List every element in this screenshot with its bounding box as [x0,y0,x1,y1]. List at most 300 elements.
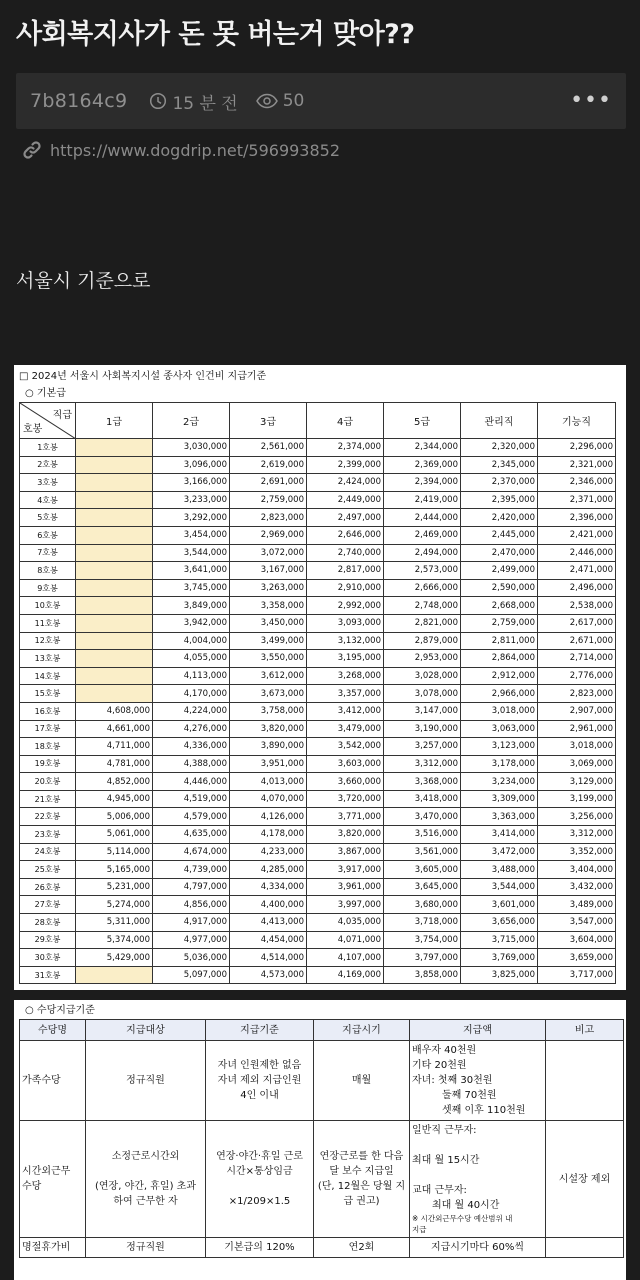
allowance-timing: 매월 [314,1041,410,1121]
salary-value-cell: 3,358,000 [230,597,307,615]
salary-value-cell: 3,542,000 [307,738,384,756]
salary-value-cell: 5,274,000 [76,896,153,914]
salary-value-cell: 4,233,000 [230,843,307,861]
salary-row [20,861,616,879]
salary-value-cell: 3,234,000 [461,773,538,791]
post-meta-bar [16,73,626,129]
salary-value-cell: 3,645,000 [384,878,461,896]
salary-step-cell: 27호봉 [20,896,76,914]
salary-value-cell [76,650,153,668]
salary-row [20,755,616,773]
salary-value-cell: 4,674,000 [153,843,230,861]
salary-value-cell: 3,190,000 [384,720,461,738]
salary-value-cell: 4,013,000 [230,773,307,791]
allowance-table-image [14,1000,626,1280]
salary-value-cell: 3,028,000 [384,667,461,685]
salary-value-cell: 3,312,000 [384,755,461,773]
salary-value-cell: 4,661,000 [76,720,153,738]
salary-col-header: 1급 [76,403,153,439]
salary-value-cell: 3,432,000 [538,878,616,896]
salary-value-cell: 3,715,000 [461,931,538,949]
salary-value-cell: 2,573,000 [384,562,461,580]
salary-value-cell: 4,514,000 [230,949,307,967]
salary-value-cell: 4,285,000 [230,861,307,879]
salary-value-cell: 4,413,000 [230,914,307,932]
salary-row [20,597,616,615]
salary-value-cell: 3,890,000 [230,738,307,756]
allowance-col-header: 지급시기 [314,1020,410,1041]
salary-step-cell: 11호봉 [20,614,76,632]
salary-step-cell: 6호봉 [20,526,76,544]
salary-value-cell: 3,499,000 [230,632,307,650]
salary-value-cell: 3,030,000 [153,439,230,457]
salary-step-cell: 3호봉 [20,474,76,492]
salary-value-cell: 2,811,000 [461,632,538,650]
post-time [149,89,237,114]
salary-value-cell: 3,096,000 [153,456,230,474]
salary-row [20,914,616,932]
salary-step-cell: 12호봉 [20,632,76,650]
salary-value-cell: 3,357,000 [307,685,384,703]
salary-value-cell: 3,942,000 [153,614,230,632]
salary-row [20,931,616,949]
salary-value-cell [76,456,153,474]
more-options-button[interactable]: ••• [570,88,612,113]
salary-value-cell: 4,573,000 [230,966,307,984]
salary-value-cell: 3,680,000 [384,896,461,914]
salary-value-cell: 3,263,000 [230,579,307,597]
salary-row [20,439,616,457]
salary-value-cell: 4,169,000 [307,966,384,984]
salary-value-cell: 3,132,000 [307,632,384,650]
salary-row [20,579,616,597]
salary-value-cell: 4,454,000 [230,931,307,949]
salary-value-cell: 4,711,000 [76,738,153,756]
allowance-row-holiday [20,1238,624,1258]
allowance-target: 소정근로시간외 (연장, 야간, 휴일) 초과 하여 근무한 자 [86,1121,206,1238]
allowance-amount: 배우자 40천원 기타 20천원 자녀: 첫째 30천원 둘째 70천원 셋째 이후 110천원 [410,1041,546,1121]
salary-value-cell: 4,400,000 [230,896,307,914]
salary-table-title: □ 2024년 서울시 사회복지시설 종사자 인건비 지급기준 [19,371,267,382]
salary-value-cell: 3,673,000 [230,685,307,703]
salary-row [20,650,616,668]
allowance-amount-note: ※ 시간외근무수당 예산범위 내 지급 [412,1214,513,1234]
salary-value-cell: 3,404,000 [538,861,616,879]
salary-value-cell [76,632,153,650]
allowance-col-header: 지급대상 [86,1020,206,1041]
salary-value-cell: 2,617,000 [538,614,616,632]
salary-value-cell: 4,579,000 [153,808,230,826]
salary-value-cell: 4,276,000 [153,720,230,738]
salary-value-cell: 2,494,000 [384,544,461,562]
allowance-timing: 연장근로를 한 다음 달 보수 지급일 (단, 12월은 당월 지 급 권고) [314,1121,410,1238]
salary-value-cell: 3,720,000 [307,790,384,808]
salary-table-corner [20,403,76,439]
salary-value-cell: 2,395,000 [461,491,538,509]
salary-value-cell: 2,666,000 [384,579,461,597]
salary-row [20,526,616,544]
salary-value-cell: 3,997,000 [307,896,384,914]
salary-value-cell: 5,231,000 [76,878,153,896]
salary-value-cell: 3,312,000 [538,826,616,844]
salary-value-cell: 2,671,000 [538,632,616,650]
salary-value-cell: 3,489,000 [538,896,616,914]
salary-value-cell [76,667,153,685]
salary-step-cell: 2호봉 [20,456,76,474]
salary-value-cell: 2,499,000 [461,562,538,580]
salary-value-cell: 5,311,000 [76,914,153,932]
salary-table-subtitle: ○ 기본급 [25,388,66,399]
allowance-name: 명절휴가비 [20,1238,86,1258]
salary-value-cell: 3,544,000 [461,878,538,896]
salary-value-cell: 2,471,000 [538,562,616,580]
salary-value-cell: 4,334,000 [230,878,307,896]
salary-value-cell: 3,603,000 [307,755,384,773]
salary-row [20,843,616,861]
salary-value-cell: 3,167,000 [230,562,307,580]
salary-step-cell: 9호봉 [20,579,76,597]
salary-value-cell: 3,147,000 [384,702,461,720]
salary-value-cell: 2,320,000 [461,439,538,457]
salary-value-cell: 3,195,000 [307,650,384,668]
allowance-col-header: 지급액 [410,1020,546,1041]
salary-value-cell: 2,444,000 [384,509,461,527]
salary-step-cell: 16호봉 [20,702,76,720]
salary-value-cell: 3,352,000 [538,843,616,861]
salary-col-header: 5급 [384,403,461,439]
salary-value-cell: 3,309,000 [461,790,538,808]
allowance-row-family [20,1041,624,1121]
salary-value-cell [76,597,153,615]
salary-col-header: 기능직 [538,403,616,439]
post-url-text[interactable]: https://www.dogdrip.net/596993852 [50,140,341,160]
salary-value-cell: 3,659,000 [538,949,616,967]
salary-row [20,685,616,703]
allowance-note [546,1238,624,1258]
salary-step-cell: 10호봉 [20,597,76,615]
salary-value-cell: 4,224,000 [153,702,230,720]
salary-value-cell: 5,429,000 [76,949,153,967]
post-time-text: 15 분 전 [172,93,238,114]
salary-value-cell: 2,538,000 [538,597,616,615]
salary-value-cell: 2,912,000 [461,667,538,685]
salary-value-cell: 3,063,000 [461,720,538,738]
salary-value-cell: 2,424,000 [307,474,384,492]
salary-value-cell: 3,951,000 [230,755,307,773]
salary-value-cell: 3,018,000 [461,702,538,720]
salary-value-cell [76,439,153,457]
salary-value-cell: 3,129,000 [538,773,616,791]
salary-value-cell: 4,852,000 [76,773,153,791]
salary-value-cell: 4,035,000 [307,914,384,932]
salary-value-cell: 2,646,000 [307,526,384,544]
post-title: 사회복지사가 돈 못 버는거 맞아?? [16,19,415,50]
salary-value-cell: 2,371,000 [538,491,616,509]
salary-value-cell: 3,820,000 [230,720,307,738]
salary-step-cell: 21호봉 [20,790,76,808]
allowance-name: 시간외근무 수당 [20,1121,86,1238]
salary-value-cell: 3,660,000 [307,773,384,791]
salary-value-cell: 3,069,000 [538,755,616,773]
salary-step-cell: 30호봉 [20,949,76,967]
salary-value-cell: 2,969,000 [230,526,307,544]
salary-value-cell: 4,336,000 [153,738,230,756]
salary-value-cell: 3,961,000 [307,878,384,896]
salary-value-cell: 2,961,000 [538,720,616,738]
salary-value-cell: 2,910,000 [307,579,384,597]
salary-row [20,562,616,580]
salary-value-cell: 4,178,000 [230,826,307,844]
salary-value-cell: 4,797,000 [153,878,230,896]
salary-step-cell: 20호봉 [20,773,76,791]
salary-step-cell: 31호봉 [20,966,76,984]
salary-step-cell: 4호봉 [20,491,76,509]
salary-row [20,720,616,738]
allowance-col-header: 지급기준 [206,1020,314,1041]
salary-value-cell: 3,454,000 [153,526,230,544]
salary-value-cell: 2,421,000 [538,526,616,544]
salary-value-cell: 3,178,000 [461,755,538,773]
salary-step-cell: 22호봉 [20,808,76,826]
salary-value-cell [76,579,153,597]
salary-value-cell: 2,370,000 [461,474,538,492]
salary-value-cell: 4,945,000 [76,790,153,808]
salary-col-header: 관리직 [461,403,538,439]
salary-value-cell: 3,656,000 [461,914,538,932]
salary-value-cell: 4,446,000 [153,773,230,791]
salary-value-cell: 3,363,000 [461,808,538,826]
salary-step-cell: 28호봉 [20,914,76,932]
salary-value-cell: 2,446,000 [538,544,616,562]
salary-value-cell: 3,018,000 [538,738,616,756]
salary-value-cell [76,509,153,527]
salary-value-cell: 3,547,000 [538,914,616,932]
salary-value-cell: 3,769,000 [461,949,538,967]
salary-value-cell: 5,006,000 [76,808,153,826]
post-body-text: 서울시 기준으로 [16,270,151,292]
salary-value-cell: 2,497,000 [307,509,384,527]
eye-icon [256,93,278,109]
salary-value-cell: 3,418,000 [384,790,461,808]
salary-value-cell [76,562,153,580]
salary-step-cell: 25호봉 [20,861,76,879]
allowance-name: 가족수당 [20,1041,86,1121]
salary-value-cell: 5,165,000 [76,861,153,879]
salary-value-cell: 3,072,000 [230,544,307,562]
salary-row [20,474,616,492]
salary-step-cell: 29호봉 [20,931,76,949]
salary-value-cell: 4,070,000 [230,790,307,808]
salary-value-cell: 2,879,000 [384,632,461,650]
salary-value-cell: 3,488,000 [461,861,538,879]
salary-value-cell: 2,321,000 [538,456,616,474]
salary-value-cell: 3,414,000 [461,826,538,844]
salary-value-cell: 4,608,000 [76,702,153,720]
salary-value-cell: 3,479,000 [307,720,384,738]
salary-value-cell [76,685,153,703]
salary-row [20,544,616,562]
allowance-criteria: 연장·야간·휴일 근로 시간×통상임금 ×1/209×1.5 [206,1121,314,1238]
salary-value-cell: 2,748,000 [384,597,461,615]
salary-value-cell: 4,107,000 [307,949,384,967]
salary-value-cell: 2,823,000 [230,509,307,527]
salary-value-cell: 2,907,000 [538,702,616,720]
salary-value-cell: 3,917,000 [307,861,384,879]
salary-value-cell: 5,061,000 [76,826,153,844]
salary-value-cell: 3,717,000 [538,966,616,984]
salary-value-cell: 3,093,000 [307,614,384,632]
post-views-count: 50 [282,91,305,111]
allowance-amount: 지급시기마다 60%씩 [410,1238,546,1258]
salary-step-cell: 23호봉 [20,826,76,844]
salary-value-cell: 3,561,000 [384,843,461,861]
salary-step-cell: 19호봉 [20,755,76,773]
salary-value-cell: 4,113,000 [153,667,230,685]
salary-value-cell: 3,605,000 [384,861,461,879]
salary-value-cell: 5,036,000 [153,949,230,967]
salary-value-cell: 2,419,000 [384,491,461,509]
salary-value-cell: 2,396,000 [538,509,616,527]
salary-step-cell: 5호봉 [20,509,76,527]
salary-value-cell: 3,450,000 [230,614,307,632]
salary-value-cell [76,526,153,544]
salary-value-cell: 3,754,000 [384,931,461,949]
salary-value-cell: 2,966,000 [461,685,538,703]
salary-value-cell: 3,867,000 [307,843,384,861]
allowance-timing: 연2회 [314,1238,410,1258]
salary-value-cell: 4,856,000 [153,896,230,914]
allowance-row-overtime [20,1121,624,1238]
salary-value-cell: 5,097,000 [153,966,230,984]
salary-value-cell: 4,004,000 [153,632,230,650]
salary-value-cell: 2,344,000 [384,439,461,457]
salary-value-cell: 2,776,000 [538,667,616,685]
salary-row [20,667,616,685]
allowance-col-header: 수당명 [20,1020,86,1041]
salary-value-cell: 3,470,000 [384,808,461,826]
salary-value-cell: 2,823,000 [538,685,616,703]
salary-value-cell: 3,858,000 [384,966,461,984]
allowance-target: 정규직원 [86,1238,206,1258]
salary-value-cell [76,474,153,492]
salary-value-cell: 2,992,000 [307,597,384,615]
allowance-note: 시설장 제외 [546,1121,624,1238]
salary-value-cell: 4,170,000 [153,685,230,703]
salary-value-cell [76,544,153,562]
post-url-link[interactable] [22,140,340,160]
salary-value-cell: 2,296,000 [538,439,616,457]
allowance-col-header: 비고 [546,1020,624,1041]
salary-row [20,878,616,896]
salary-value-cell: 2,496,000 [538,579,616,597]
salary-row [20,509,616,527]
allowance-criteria: 기본급의 120% [206,1238,314,1258]
salary-row [20,491,616,509]
salary-value-cell: 2,469,000 [384,526,461,544]
salary-value-cell: 3,641,000 [153,562,230,580]
salary-value-cell: 3,257,000 [384,738,461,756]
salary-value-cell: 2,445,000 [461,526,538,544]
allowance-amount [410,1121,546,1238]
salary-value-cell: 3,412,000 [307,702,384,720]
corner-grade-label: 직급 [52,410,72,421]
salary-value-cell: 3,516,000 [384,826,461,844]
salary-value-cell: 2,619,000 [230,456,307,474]
salary-value-cell: 4,126,000 [230,808,307,826]
author-name[interactable]: 7b8164c9 [30,90,128,112]
salary-value-cell: 2,590,000 [461,579,538,597]
salary-value-cell: 3,472,000 [461,843,538,861]
salary-value-cell: 2,821,000 [384,614,461,632]
salary-step-cell: 7호봉 [20,544,76,562]
salary-table-image [14,365,626,990]
salary-value-cell: 3,233,000 [153,491,230,509]
salary-value-cell: 3,292,000 [153,509,230,527]
salary-row [20,632,616,650]
salary-value-cell: 2,691,000 [230,474,307,492]
salary-step-cell: 17호봉 [20,720,76,738]
salary-value-cell: 4,519,000 [153,790,230,808]
salary-value-cell: 2,394,000 [384,474,461,492]
salary-step-cell: 13호봉 [20,650,76,668]
salary-value-cell: 3,601,000 [461,896,538,914]
salary-row [20,808,616,826]
salary-row [20,738,616,756]
salary-value-cell: 2,864,000 [461,650,538,668]
salary-value-cell: 2,561,000 [230,439,307,457]
salary-value-cell: 3,256,000 [538,808,616,826]
salary-value-cell: 2,369,000 [384,456,461,474]
salary-row [20,896,616,914]
allowance-table-subtitle: ○ 수당지급기준 [25,1005,95,1016]
allowance-note [546,1041,624,1121]
salary-value-cell: 3,820,000 [307,826,384,844]
salary-value-cell: 3,745,000 [153,579,230,597]
salary-value-cell: 3,268,000 [307,667,384,685]
salary-value-cell: 4,917,000 [153,914,230,932]
salary-value-cell: 4,388,000 [153,755,230,773]
salary-value-cell: 3,123,000 [461,738,538,756]
salary-step-cell: 8호봉 [20,562,76,580]
salary-value-cell: 2,449,000 [307,491,384,509]
salary-value-cell: 2,345,000 [461,456,538,474]
salary-value-cell: 3,612,000 [230,667,307,685]
salary-step-cell: 24호봉 [20,843,76,861]
salary-row [20,773,616,791]
salary-value-cell: 4,055,000 [153,650,230,668]
link-icon [22,140,42,160]
salary-col-header: 2급 [153,403,230,439]
salary-value-cell: 2,759,000 [461,614,538,632]
salary-value-cell: 2,714,000 [538,650,616,668]
salary-row [20,826,616,844]
salary-table [19,402,616,984]
salary-value-cell: 3,771,000 [307,808,384,826]
corner-step-label: 호봉 [23,424,43,435]
salary-col-header: 4급 [307,403,384,439]
salary-value-cell [76,966,153,984]
salary-value-cell: 2,346,000 [538,474,616,492]
salary-value-cell: 5,374,000 [76,931,153,949]
salary-row [20,949,616,967]
salary-step-cell: 15호봉 [20,685,76,703]
allowance-table [19,1019,624,1258]
salary-value-cell: 3,166,000 [153,474,230,492]
salary-step-cell: 14호봉 [20,667,76,685]
salary-col-header: 3급 [230,403,307,439]
salary-value-cell: 2,740,000 [307,544,384,562]
salary-value-cell: 3,544,000 [153,544,230,562]
